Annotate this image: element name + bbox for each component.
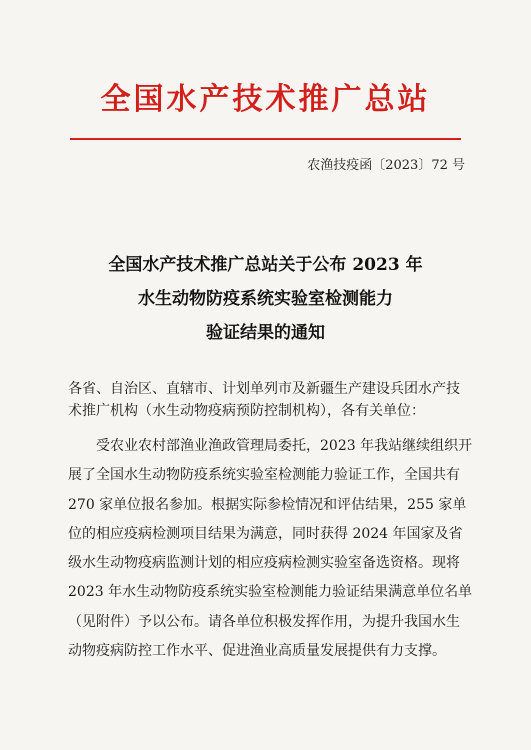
body-line: 受农业农村部渔业渔政管理局委托，2023 年我站继续组织开	[68, 438, 473, 454]
title-line-2: 水生动物防疫系统实验室检测能力	[138, 289, 393, 309]
body-line: 展了全国水生动物防疫系统实验室检测能力验证工作，全国共有	[68, 467, 460, 484]
body-line: 270 家单位报名参加。根据实际参检情况和评估结果，255 家单	[68, 496, 467, 513]
body-paragraph	[68, 432, 473, 666]
salutation-line-2: 术推广机构（水生动物疫病预防控制机构），各有关单位：	[68, 403, 425, 419]
title-line-3: 验证结果的通知	[206, 323, 325, 343]
body-line: （见附件）予以公布。请各单位积极发挥作用，为提升我国水生	[68, 613, 460, 630]
body-line: 级水生动物疫病监测计划的相应疫病检测实验室备选资格。现将	[68, 555, 460, 572]
salutation	[68, 378, 468, 422]
document-title	[0, 248, 531, 350]
body-line: 动物疫病防控工作水平、促进渔业高质量发展提供有力支撑。	[68, 643, 446, 660]
body-line: 位的相应疫病检测项目结果为满意，同时获得 2024 年国家及省	[68, 525, 463, 542]
organization-header: 全国水产技术推广总站	[100, 82, 431, 117]
body-line: 2023 年水生动物防疫系统实验室检测能力验证结果满意单位名单	[68, 584, 473, 601]
header-divider	[70, 138, 461, 140]
salutation-line-1: 各省、自治区、直辖市、计划单列市及新疆生产建设兵团水产技	[68, 381, 460, 397]
document-number: 农渔技疫函〔2023〕72 号	[307, 158, 465, 173]
title-line-1: 全国水产技术推广总站关于公布 2023 年	[108, 255, 423, 275]
